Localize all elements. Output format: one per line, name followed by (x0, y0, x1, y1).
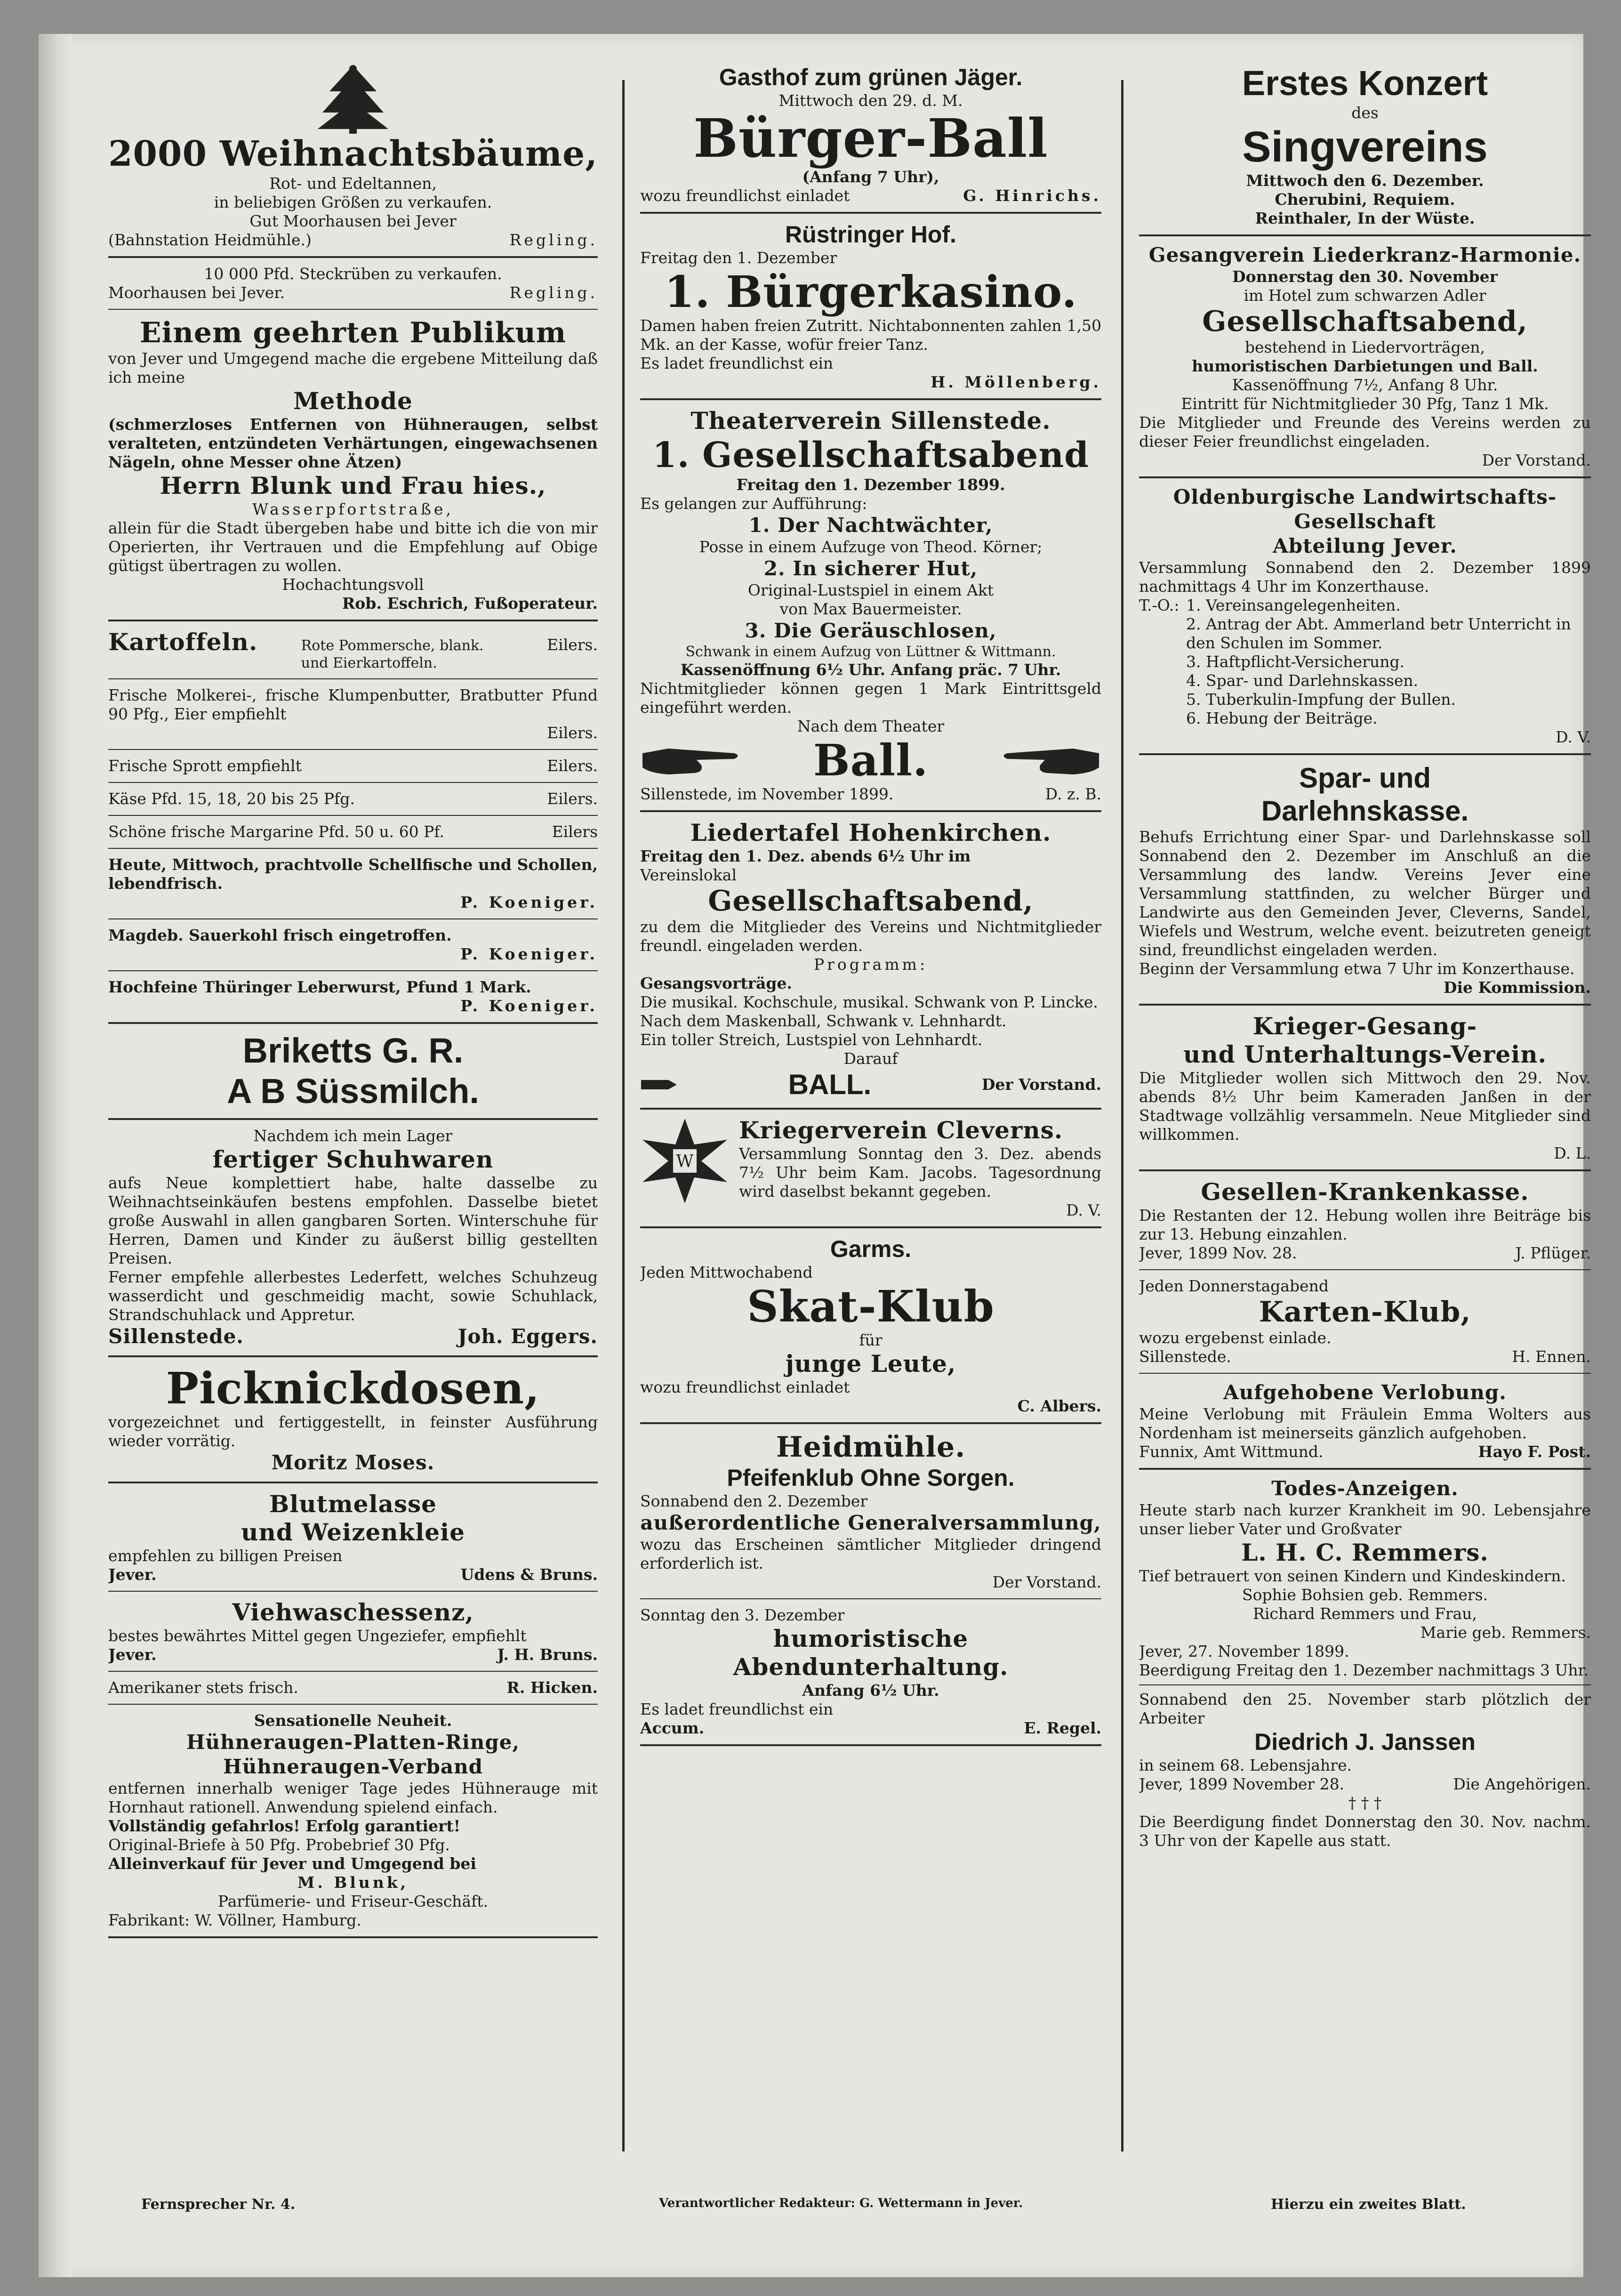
ad-text: Meine Verlobung mit Fräulein Emma Wolters aus Nordenham ist meinerseits gänzlich aufgehoben. (1139, 1405, 1591, 1442)
ad-buergerball (640, 56, 1101, 214)
ad-headline: Skat-Klub (747, 1281, 995, 1332)
ad-place: Funnix, Amt Wittmund. (1139, 1442, 1324, 1461)
ad-line: Gut Moorhausen bei Jever (249, 212, 457, 230)
ad-text: Frische Molkerei-, frische Klumpenbutter, Bratbutter Pfund 90 Pfg., Eier empfiehlt (108, 686, 598, 723)
agenda-label: T.-O.: (1139, 596, 1180, 614)
ad-potatoes (108, 621, 598, 679)
pointing-hand-icon (640, 1073, 678, 1096)
ad-headline: humoristische Abendunterhaltung. (733, 1625, 1009, 1681)
ad-headline: Ball. (813, 735, 929, 786)
ad-signer: C. Albers. (1017, 1397, 1101, 1415)
ad-amerikaner (108, 1672, 598, 1705)
program-item: 2. In sicherer Hut, (763, 557, 978, 580)
ad-picnic-boxes (108, 1357, 598, 1483)
ad-foot-operator (108, 310, 598, 621)
ad-title: Kriegerverein Cleverns. (739, 1116, 1063, 1144)
ad-date: Freitag den 1. Dezember 1899. (736, 475, 1005, 494)
mourner-name: Marie geb. Remmers. (1420, 1623, 1591, 1642)
ad-subheadline: außerordentliche Generalversammlung, (640, 1511, 1101, 1534)
column-1 (108, 56, 598, 2147)
pointing-hand-left-icon (998, 739, 1101, 781)
ad-text: Schöne frische Margarine Pfd. 50 u. 60 Pf. (108, 822, 444, 841)
ad-corn-rings (108, 1705, 598, 1938)
ad-text: bestehend in Liedervorträgen, (1244, 338, 1485, 356)
ad-headline: Gesellen-Krankenkasse. (1201, 1178, 1529, 1206)
ad-place: Jever. (108, 1645, 157, 1664)
cross-icon: † † † (1348, 1794, 1382, 1812)
ad-venue: Garms. (830, 1236, 912, 1262)
ad-signer: D. V. (1066, 1201, 1101, 1219)
ad-text: Nach dem Theater (797, 717, 945, 735)
ad-title: Oldenburgische Landwirtschafts-Gesellschaft (1173, 485, 1557, 533)
ad-date: Sonnabend den 2. Dezember (640, 1492, 868, 1510)
ad-line: (Bahnstation Heidmühle.) (108, 231, 312, 249)
ad-kicker: Sensationelle Neuheit. (254, 1711, 452, 1730)
ad-text: des (1351, 104, 1379, 122)
ad-title: Gesangverein Liederkranz-Harmonie. (1148, 243, 1581, 266)
ad-sauerkraut (108, 919, 598, 971)
ad-text: Parfümerie- und Friseur-Geschäft. (217, 1892, 489, 1910)
program-item: Reinthaler, In der Wüste. (1255, 209, 1475, 227)
iron-cross-icon (640, 1116, 730, 1206)
ad-headline: Hühneraugen-Platten-Ringe, (186, 1731, 520, 1754)
ad-text: Die Mitglieder und Freunde des Vereins werden zu dieser Feier freundlichst eingeladen. (1139, 413, 1591, 451)
deceased-name: Diedrich J. Janssen (1254, 1729, 1476, 1755)
ad-date: Freitag den 1. Dez. abends 6½ Uhr im (640, 847, 971, 865)
ad-text: Eintritt für Nichtmitglieder 30 Pfg, Tanz 1 Mk. (1181, 395, 1549, 413)
ad-signer: Die Angehörigen. (1453, 1775, 1591, 1793)
ad-text: empfehlen zu billigen Preisen (108, 1547, 343, 1565)
ad-date: Donnerstag den 30. November (1232, 267, 1498, 286)
ad-text: (schmerzloses Entfernen von Hühneraugen, selbst veralteten, entzündeten Verhärtungen, eingewachsenen Nägeln, ohne Messer ohne Ätzen) (108, 415, 598, 471)
footer-phone: Fernsprecher Nr. 4. (141, 2196, 296, 2213)
ad-text: Versammlung Sonntag den 3. Dez. abends 7½ Uhr beim Kam. Jacobs. Tagesordnung wird daselbst bekannt gegeben. (739, 1144, 1101, 1200)
ad-subheadline: Herrn Blunk und Frau hies., (160, 472, 546, 499)
ad-text: zu dem die Mitglieder des Vereins und Nichtmitglieder freundl. eingeladen werden. (640, 918, 1101, 955)
ad-text: Anfang 6½ Uhr. (802, 1681, 939, 1700)
ad-text: Sonnabend den 25. November starb plötzlich der Arbeiter (1139, 1690, 1591, 1727)
ad-signer: D. L. (1554, 1144, 1591, 1162)
ad-headline: Krieger-Gesang- (1252, 1012, 1477, 1040)
ad-headline: Spar- und (1299, 762, 1431, 794)
ad-signer: Eilers. (547, 757, 598, 775)
ad-abendunterhaltung (640, 1599, 1101, 1746)
ad-headline: und Weizenkleie (241, 1518, 465, 1546)
ad-place-title: Heidmühle. (776, 1431, 966, 1464)
column-rule (622, 80, 625, 2151)
ad-text: Die Beerdigung findet Donnerstag den 30. Nov. nachm. 3 Uhr von der Kapelle aus statt. (1139, 1813, 1591, 1850)
ad-text: wozu freundlichst einladet (640, 186, 850, 205)
ad-signer: G. Hinrichs. (963, 186, 1101, 205)
ad-headline: Singvereins (1242, 123, 1488, 171)
mourner-name: Richard Remmers und Frau, (1252, 1604, 1477, 1623)
ad-text: (Anfang 7 Uhr), (802, 168, 939, 186)
ad-signer: D. z. B. (1045, 785, 1101, 803)
ad-headline: fertiger Schuhwaren (212, 1145, 494, 1173)
agenda-item: 5. Tuberkulin-Impfung der Bullen. (1186, 690, 1456, 709)
ad-headline: Karten-Klub, (1259, 1296, 1471, 1329)
ad-text: Hochachtungsvoll (282, 575, 424, 594)
ad-butter (108, 679, 598, 750)
ad-subtitle: Abteilung Jever. (1273, 534, 1457, 557)
ad-line: Rot- und Edeltannen, (269, 174, 437, 193)
pointing-hand-right-icon (640, 739, 744, 781)
ad-text: Vollständig gefahrlos! Erfolg garantiert! (108, 1817, 461, 1835)
ad-text: für (859, 1331, 883, 1349)
ad-text: Wasserpfortstraße, (252, 500, 454, 518)
ad-signer: Regling. (509, 231, 598, 249)
ad-signer: Udens & Bruns. (460, 1565, 598, 1584)
ad-title: Theaterverein Sillenstede. (690, 407, 1051, 435)
ad-text: Es ladet freundlichst ein (640, 354, 834, 372)
ad-signer: R. Hicken. (506, 1678, 598, 1697)
ad-text: Heute starb nach kurzer Krankheit im 90. Lebensjahre unser lieber Vater und Großvater (1139, 1501, 1591, 1538)
ad-headline: Briketts G. R. (242, 1031, 464, 1070)
ad-text: im Hotel zum schwarzen Adler (1244, 286, 1486, 305)
ad-liverwurst (108, 971, 598, 1024)
ad-signer: J. Pflüger. (1515, 1244, 1591, 1262)
ad-text: wozu freundlichst einladet (640, 1378, 850, 1396)
ad-line: in beliebigen Größen zu verkaufen. (214, 193, 492, 211)
ad-text: allein für die Stadt übergeben habe und bitte ich die von mir Operierten, ihr Vertrauen und die Empfehlung auf Obige gütigst übertragen zu wollen. (108, 519, 598, 575)
ad-verlobung (1139, 1374, 1591, 1470)
ad-date: Mittwoch den 29. d. M. (778, 91, 963, 110)
ad-headline: Blutmelasse (269, 1490, 437, 1518)
ad-headline: 1. Gesellschaftsabend (652, 435, 1089, 475)
column-2 (640, 56, 1101, 2147)
agenda-item: 6. Hebung der Beiträge. (1186, 709, 1378, 727)
program-item: Ein toller Streich, Lustspiel von Lehnhardt. (640, 1031, 983, 1049)
ad-text: Die Mitglieder wollen sich Mittwoch den 29. Nov. abends 8½ Uhr beim Kameraden Janßen in der Stadtwage vollzählig versammeln. Neue Mitglieder sind willkommen. (1139, 1069, 1591, 1144)
ad-text: Ferner empfehle allerbestes Lederfett, welches Schuhzeug wasserdicht und geschmeidig macht, sowie Schuhlack, Strandschuhlack und Appretur. (108, 1268, 598, 1324)
ad-turnips (108, 258, 598, 310)
ad-headline: Picknickdosen, (166, 1363, 540, 1414)
ad-fish (108, 849, 598, 919)
ad-kriegerverein-cleverns (640, 1110, 1101, 1228)
ad-text: Es ladet freundlichst ein (640, 1700, 834, 1718)
ad-text: Es gelangen zur Aufführung: (640, 494, 867, 513)
ad-headline: 2000 Weihnachtsbäume, (108, 134, 598, 174)
ad-line: 10 000 Pfd. Steckrüben zu verkaufen. (204, 265, 502, 283)
ad-text: von Jever und Umgegend mache die ergebene Mitteilung daß ich meine (108, 349, 598, 387)
ad-title: Liedertafel Hohenkirchen. (690, 819, 1051, 846)
ad-text: Behufs Errichtung einer Spar- und Darlehnskasse soll Sonnabend den 2. Dezember im Anschluß an die Versammlung des landw. Vereins Jever eine Versammlung stattfinden, zu welcher Bürger und Landwirte aus den Gemeinden Jever, Cleverns, Sandel, Wiefels und Westrum, welche event. beizutreten geneigt sind, freundlichst eingeladen werden. (1139, 828, 1591, 959)
page-binding (39, 34, 72, 2277)
ad-signer: P. Koeniger. (460, 997, 598, 1015)
agenda-item: 4. Spar- und Darlehnskassen. (1186, 671, 1419, 690)
ad-text: Nichtmitglieder können gegen 1 Mark Eintrittsgeld eingeführt werden. (640, 679, 1101, 717)
ad-signer: Eilers. (547, 636, 598, 654)
ad-konzert (1139, 56, 1591, 236)
ad-landwirtschaft (1139, 478, 1591, 755)
ad-christmas-trees (108, 56, 598, 258)
ad-headline: Kartoffeln. (108, 628, 258, 656)
ad-text: humoristischen Darbietungen und Ball. (1192, 357, 1538, 375)
ad-signer: Die Kommission. (1443, 978, 1591, 997)
ad-buergerkasino (640, 214, 1101, 400)
ad-signer: Hayo F. Post. (1478, 1442, 1591, 1461)
ad-date: Jever, 1899 November 28. (1139, 1775, 1345, 1793)
ad-headline: Darlehnskasse. (1261, 795, 1469, 827)
mourner-name: Sophie Bohsien geb. Remmers. (1242, 1586, 1488, 1604)
ad-signer: Moritz Moses. (271, 1451, 435, 1474)
ad-text: entfernen innerhalb weniger Tage jedes Hühnerauge mit Hornhaut rationell. Anwendung spielend einfach. (108, 1779, 598, 1816)
ad-skat-klub (640, 1228, 1101, 1424)
ad-sparkasse (1139, 755, 1591, 1006)
ad-date: Mittwoch den 6. Dezember. (1246, 171, 1484, 190)
ad-briquettes (108, 1024, 598, 1120)
ad-text: wozu das Erscheinen sämtlicher Mitglieder dringend erforderlich ist. (640, 1535, 1101, 1572)
ad-signer: H. Möllenberg. (931, 373, 1101, 391)
ad-venue: Gasthof zum grünen Jäger. (719, 64, 1023, 90)
agenda-item: 3. Haftpflicht-Versicherung. (1186, 653, 1405, 671)
ad-place: Sillenstede. (1139, 1347, 1231, 1366)
ad-date: Jever, 27. November 1899. (1139, 1642, 1349, 1660)
ad-signer: Joh. Eggers. (457, 1325, 598, 1348)
ad-signer: Der Vorstand. (992, 1573, 1101, 1591)
ad-signer: H. Ennen. (1512, 1347, 1591, 1366)
ad-text: Heute, Mittwoch, prachtvolle Schellfische und Schollen, lebendfrisch. (108, 855, 598, 893)
ad-text: Programm: (813, 955, 928, 974)
ad-place: Jever, 1899 Nov. 28. (1139, 1244, 1297, 1262)
program-detail: Schwank in einem Aufzug von Lüttner & Wittmann. (685, 644, 1056, 660)
program-detail: Posse in einem Aufzuge von Theod. Körner; (699, 538, 1043, 556)
ad-cattle-wash (108, 1592, 598, 1672)
ad-text: Fabrikant: W. Völlner, Hamburg. (108, 1911, 361, 1929)
ad-headline: Bürger-Ball (693, 108, 1048, 169)
ad-shoes (108, 1120, 598, 1357)
ad-text: bestes bewährtes Mittel gegen Ungeziefer, empfiehlt (108, 1627, 527, 1645)
ad-text: Alleinverkauf für Jever und Umgegend bei (108, 1854, 476, 1873)
program-detail: Original-Lustspiel in einem Akt (747, 581, 994, 599)
ad-headline: Gesellschaftsabend, (708, 885, 1034, 918)
ad-text: Frische Sprott empfiehlt (108, 757, 302, 775)
ad-headline: und Unterhaltungs-Verein. (1183, 1040, 1547, 1068)
ad-text: Käse Pfd. 15, 18, 20 bis 25 Pfg. (108, 790, 355, 808)
ad-headline: Aufgehobene Verlobung. (1223, 1381, 1507, 1404)
ad-headline: Erstes Konzert (1242, 64, 1488, 103)
ad-signer: E. Regel. (1024, 1719, 1101, 1737)
ad-signer: P. Koeniger. (460, 945, 598, 963)
program-item: Die musikal. Kochschule, musikal. Schwank von P. Lincke. (640, 993, 1098, 1011)
ad-text: Vereinslokal (640, 866, 737, 884)
ad-cheese (108, 783, 598, 816)
program-item: Nach dem Maskenball, Schwank v. Lehnhardt. (640, 1012, 1007, 1030)
ad-place: Jever. (108, 1565, 157, 1584)
ad-text: in seinem 68. Lebensjahre. (1139, 1756, 1352, 1774)
ad-headline: Viehwaschessenz, (232, 1598, 474, 1626)
ad-text: Hochfeine Thüringer Leberwurst, Pfund 1 Mark. (108, 978, 531, 996)
program-item: Cherubini, Requiem. (1275, 190, 1455, 209)
ad-text: Darauf (843, 1049, 898, 1068)
ad-text: Damen haben freien Zutritt. Nichtabonnenten zahlen 1,50 Mk. an der Kasse, wofür freier Tanz. (640, 316, 1101, 354)
ad-seller: M. Blunk, (297, 1873, 409, 1892)
ad-headline: Hühneraugen-Verband (223, 1755, 483, 1778)
ad-text: Kassenöffnung 6½ Uhr. Anfang präc. 7 Uhr. (680, 661, 1061, 679)
agenda-item: 1. Vereinsangelegenheiten. (1186, 596, 1401, 614)
ad-text: Rote Pommersche, blank. und Eierkartoffeln. (301, 637, 484, 671)
ad-signer: Eilers. (547, 724, 598, 742)
footer-editor: Verantwortlicher Redakteur: G. Wettermann in Jever. (659, 2196, 1023, 2210)
ad-place: Sillenstede. (108, 1325, 244, 1348)
ad-text: Versammlung Sonnabend den 2. Dezember 1899 nachmittags 4 Uhr im Konzerthause. (1139, 558, 1591, 596)
ad-signer: Eilers. (547, 790, 598, 808)
ad-signer: Der Vorstand. (1482, 451, 1591, 469)
ad-place: Sillenstede, im November 1899. (640, 785, 894, 803)
deceased-name: L. H. C. Remmers. (1241, 1539, 1489, 1566)
ad-text: vorgezeichnet und fertiggestellt, in feinster Ausführung wieder vorrätig. (108, 1413, 598, 1450)
christmas-tree-icon (108, 63, 598, 134)
ad-text: Beerdigung Freitag den 1. Dezember nachmittags 3 Uhr. (1139, 1661, 1589, 1679)
ad-theaterverein (640, 400, 1101, 812)
ad-headline: 1. Bürgerkasino. (664, 266, 1077, 317)
ad-signer: Rob. Eschrich, Fußoperateur. (342, 594, 598, 612)
ad-date: Sonntag den 3. Dezember (640, 1606, 845, 1624)
ad-text: Jeden Mittwochabend (640, 1263, 813, 1281)
program-detail: von Max Bauermeister. (779, 600, 962, 618)
ad-liederkranz (1139, 236, 1591, 478)
ad-signer: Eilers (552, 822, 598, 841)
ad-headline: A B Süssmilch. (227, 1071, 479, 1111)
ad-text: Amerikaner stets frisch. (108, 1678, 298, 1697)
ad-text: Original-Briefe à 50 Pfg. Probebrief 30 Pfg. (108, 1836, 450, 1854)
ad-signer: Der Vorstand. (981, 1075, 1101, 1094)
ad-molasses (108, 1483, 598, 1592)
column-rule (1121, 80, 1123, 2151)
ad-krieger-gesang (1139, 1006, 1591, 1171)
program-item: 1. Der Nachtwächter, (748, 514, 993, 537)
ad-text: wozu ergebenst einlade. (1139, 1329, 1332, 1347)
ad-text: Beginn der Versammlung etwa 7 Uhr im Konzerthause. (1139, 959, 1575, 978)
ad-signer: D. V. (1556, 728, 1591, 746)
ad-liedertafel (640, 812, 1101, 1110)
ad-subheadline: Methode (293, 387, 413, 415)
footer-supplement-note: Hierzu ein zweites Blatt. (1271, 2196, 1466, 2213)
ad-signer: Regling. (509, 283, 598, 302)
ad-place: Moorhausen bei Jever. (108, 283, 285, 302)
ad-text: Kassenöffnung 7½, Anfang 8 Uhr. (1232, 376, 1498, 394)
ad-headline: BALL. (788, 1069, 872, 1100)
ad-sprats (108, 750, 598, 783)
ad-todes-anzeigen (1139, 1470, 1591, 1850)
ad-subheadline: junge Leute, (785, 1350, 956, 1378)
ad-venue: Rüstringer Hof. (785, 221, 956, 248)
ad-place: Accum. (640, 1719, 705, 1737)
ad-margarine (108, 816, 598, 849)
svg-text:W: W (676, 1152, 694, 1171)
ad-signer: P. Koeniger. (460, 893, 598, 911)
ad-signer: J. H. Bruns. (497, 1645, 598, 1664)
ad-headline: Todes-Anzeigen. (1271, 1477, 1459, 1500)
column-3 (1139, 56, 1591, 2147)
ad-karten-klub (1139, 1270, 1591, 1374)
ad-text: Die Restanten der 12. Hebung wollen ihre Beiträge bis zur 13. Hebung einzahlen. (1139, 1206, 1591, 1243)
ad-gesellen-krankenkasse (1139, 1171, 1591, 1270)
agenda-item: 2. Antrag der Abt. Ammerland betr Unterricht in den Schulen im Sommer. (1186, 615, 1571, 652)
program-item: 3. Die Geräuschlosen, (745, 619, 997, 642)
program-item: Gesangsvorträge. (640, 974, 792, 992)
ad-pfeifenklub (640, 1424, 1101, 1599)
ad-headline: Einem geehrten Publikum (139, 316, 567, 349)
ad-headline: Gesellschaftsabend, (1202, 305, 1528, 338)
ad-text: Tief betrauert von seinen Kindern und Kindeskindern. (1139, 1567, 1566, 1585)
ad-date: Freitag den 1. Dezember (640, 249, 837, 267)
ad-text: Magdeb. Sauerkohl frisch eingetroffen. (108, 926, 452, 944)
ad-text: aufs Neue komplettiert habe, halte dasselbe zu Weihnachtseinkäufen bestens empfohlen. Dasselbe bietet große Auswahl in allen gangbaren Sorten. Winterschuhe für Herren, Damen und Kinder zu äußerst billig gestellten Preisen. (108, 1174, 598, 1267)
ad-headline: Pfeifenklub Ohne Sorgen. (727, 1465, 1015, 1491)
ad-text: Nachdem ich mein Lager (253, 1127, 453, 1145)
ad-text: Jeden Donnerstagabend (1139, 1277, 1329, 1295)
